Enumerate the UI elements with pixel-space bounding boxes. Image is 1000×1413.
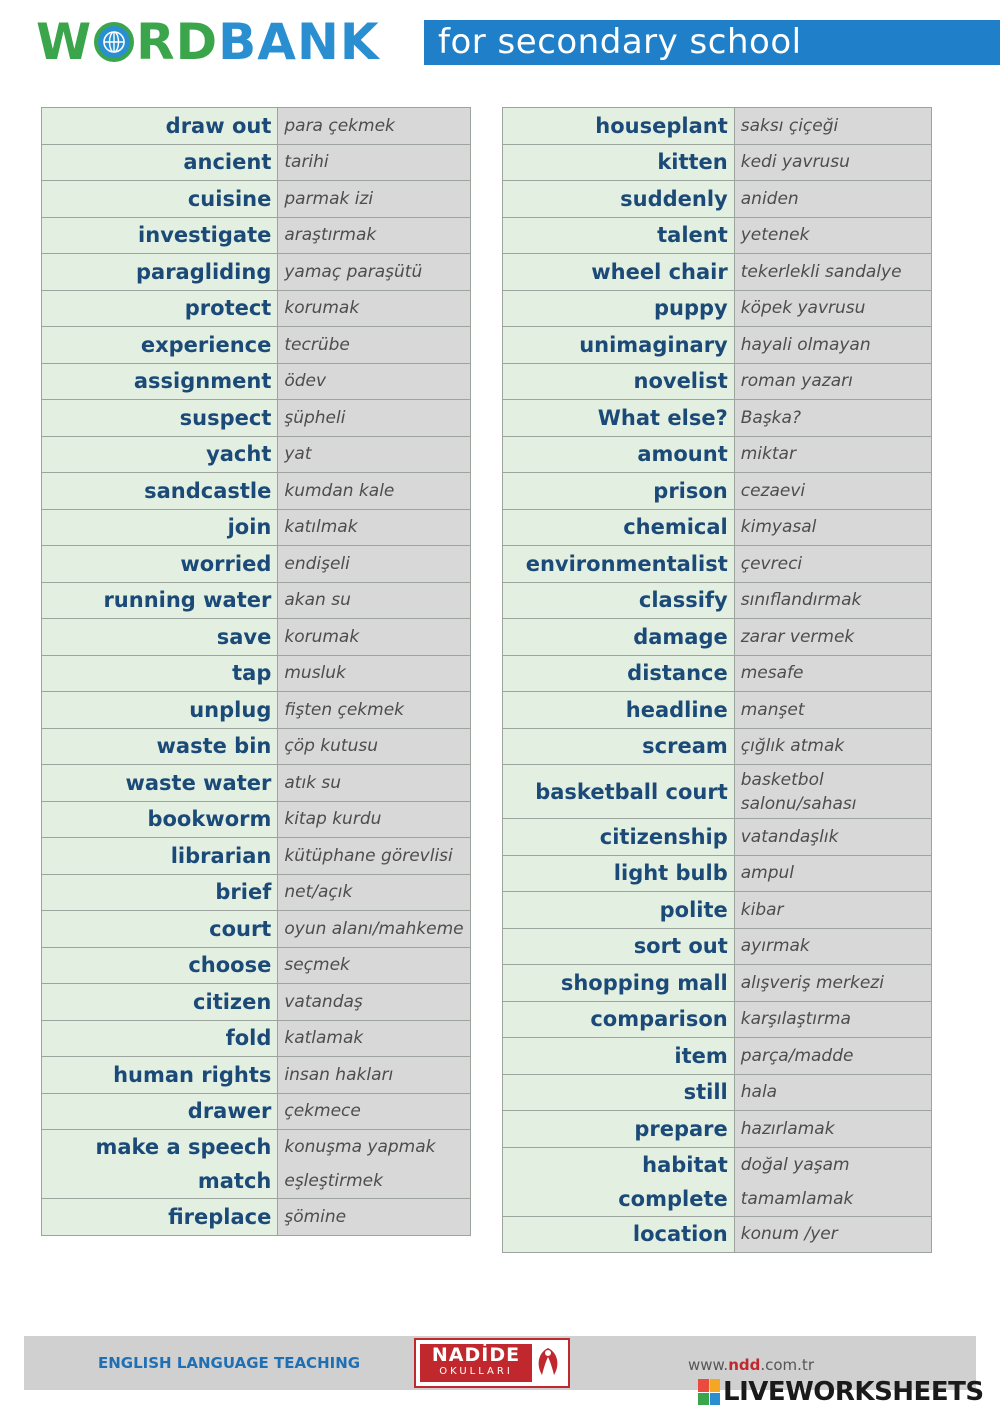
turkish-translation: musluk bbox=[278, 655, 471, 692]
english-term: polite bbox=[503, 892, 735, 929]
logo-text-bank: BANK bbox=[218, 13, 380, 71]
table-row bbox=[42, 1057, 471, 1094]
wordbank-logo bbox=[36, 14, 380, 70]
table-row bbox=[42, 728, 471, 765]
turkish-translation: ayırmak bbox=[734, 928, 931, 965]
turkish-translation: tekerlekli sandalye bbox=[734, 254, 931, 291]
table-row bbox=[42, 874, 471, 911]
english-term: suddenly bbox=[503, 181, 735, 218]
english-term: headline bbox=[503, 692, 735, 729]
table-row bbox=[503, 546, 932, 583]
table-row bbox=[42, 838, 471, 875]
table-row bbox=[503, 655, 932, 692]
english-term: prepare bbox=[503, 1111, 735, 1148]
turkish-translation: kibar bbox=[734, 892, 931, 929]
english-term: tap bbox=[42, 655, 278, 692]
turkish-translation: miktar bbox=[734, 436, 931, 473]
table-row bbox=[503, 436, 932, 473]
turkish-translation: seçmek bbox=[278, 947, 471, 984]
table-row bbox=[503, 108, 932, 145]
turkish-translation: kitap kurdu bbox=[278, 801, 471, 838]
english-term: running water bbox=[42, 582, 278, 619]
table-row bbox=[42, 254, 471, 291]
turkish-translation: korumak bbox=[278, 619, 471, 656]
turkish-translation: katılmak bbox=[278, 509, 471, 546]
english-term: distance bbox=[503, 655, 735, 692]
table-row bbox=[503, 765, 932, 819]
turkish-translation: kütüphane görevlisi bbox=[278, 838, 471, 875]
english-term: item bbox=[503, 1038, 735, 1075]
turkish-translation: çöp kutusu bbox=[278, 728, 471, 765]
english-term: chemical bbox=[503, 509, 735, 546]
table-row bbox=[503, 728, 932, 765]
turkish-translation: konuşma yapmak eşleştirmek bbox=[278, 1130, 471, 1199]
table-row bbox=[42, 1130, 471, 1199]
english-term: sort out bbox=[503, 928, 735, 965]
table-row bbox=[42, 509, 471, 546]
table-row bbox=[503, 1001, 932, 1038]
table-row bbox=[42, 546, 471, 583]
table-row bbox=[42, 436, 471, 473]
table-row bbox=[503, 855, 932, 892]
table-row bbox=[503, 144, 932, 181]
english-term: cuisine bbox=[42, 181, 278, 218]
table-row bbox=[42, 801, 471, 838]
table-row bbox=[42, 984, 471, 1021]
english-term: habitat complete bbox=[503, 1147, 735, 1216]
turkish-translation: yetenek bbox=[734, 217, 931, 254]
table-row bbox=[503, 327, 932, 364]
table-row bbox=[503, 473, 932, 510]
turkish-translation: şömine bbox=[278, 1199, 471, 1236]
turkish-translation: parça/madde bbox=[734, 1038, 931, 1075]
english-term: drawer bbox=[42, 1093, 278, 1130]
english-term: location bbox=[503, 1216, 735, 1253]
english-term: environmentalist bbox=[503, 546, 735, 583]
turkish-translation: roman yazarı bbox=[734, 363, 931, 400]
turkish-translation: endişeli bbox=[278, 546, 471, 583]
table-row bbox=[503, 892, 932, 929]
turkish-translation: aniden bbox=[734, 181, 931, 218]
english-term: investigate bbox=[42, 217, 278, 254]
english-term: bookworm bbox=[42, 801, 278, 838]
english-term: amount bbox=[503, 436, 735, 473]
english-term: court bbox=[42, 911, 278, 948]
vocab-table-right bbox=[502, 107, 932, 1253]
english-term: paragliding bbox=[42, 254, 278, 291]
english-term: yacht bbox=[42, 436, 278, 473]
turkish-translation: oyun alanı/mahkeme bbox=[278, 911, 471, 948]
turkish-translation: insan hakları bbox=[278, 1057, 471, 1094]
table-row bbox=[42, 655, 471, 692]
english-term: prison bbox=[503, 473, 735, 510]
table-row bbox=[503, 928, 932, 965]
turkish-translation: fişten çekmek bbox=[278, 692, 471, 729]
english-term: kitten bbox=[503, 144, 735, 181]
table-row bbox=[42, 290, 471, 327]
turkish-translation: köpek yavrusu bbox=[734, 290, 931, 327]
table-row bbox=[503, 1111, 932, 1148]
nadide-emblem-icon bbox=[532, 1345, 564, 1381]
turkish-translation: kumdan kale bbox=[278, 473, 471, 510]
table-row bbox=[503, 1074, 932, 1111]
turkish-translation: konum /yer bbox=[734, 1216, 931, 1253]
turkish-translation: tarihi bbox=[278, 144, 471, 181]
globe-icon bbox=[94, 22, 134, 62]
liveworksheets-watermark bbox=[698, 1377, 984, 1407]
table-row bbox=[42, 765, 471, 802]
english-term: citizenship bbox=[503, 819, 735, 856]
turkish-translation: hayali olmayan bbox=[734, 327, 931, 364]
liveworksheets-text: LIVEWORKSHEETS bbox=[723, 1377, 984, 1407]
turkish-translation: vatandaş bbox=[278, 984, 471, 1021]
english-term: save bbox=[42, 619, 278, 656]
turkish-translation: ampul bbox=[734, 855, 931, 892]
nadide-subbrand: OKULLARI bbox=[439, 1366, 513, 1377]
turkish-translation: yamaç paraşütü bbox=[278, 254, 471, 291]
table-row bbox=[42, 692, 471, 729]
english-term: novelist bbox=[503, 363, 735, 400]
english-term: suspect bbox=[42, 400, 278, 437]
turkish-translation: mesafe bbox=[734, 655, 931, 692]
turkish-translation: alışveriş merkezi bbox=[734, 965, 931, 1002]
turkish-translation: şüpheli bbox=[278, 400, 471, 437]
english-term: protect bbox=[42, 290, 278, 327]
turkish-translation: hazırlamak bbox=[734, 1111, 931, 1148]
english-term: scream bbox=[503, 728, 735, 765]
liveworksheets-icon bbox=[698, 1379, 720, 1405]
table-row bbox=[42, 1093, 471, 1130]
english-term: classify bbox=[503, 582, 735, 619]
turkish-translation: cezaevi bbox=[734, 473, 931, 510]
turkish-translation: araştırmak bbox=[278, 217, 471, 254]
turkish-translation: akan su bbox=[278, 582, 471, 619]
table-row bbox=[42, 144, 471, 181]
turkish-translation: katlamak bbox=[278, 1020, 471, 1057]
turkish-translation: ödev bbox=[278, 363, 471, 400]
table-row bbox=[503, 509, 932, 546]
table-row bbox=[503, 965, 932, 1002]
turkish-translation: zarar vermek bbox=[734, 619, 931, 656]
english-term: brief bbox=[42, 874, 278, 911]
turkish-translation: basketbol salonu/sahası bbox=[734, 765, 931, 819]
english-term: waste bin bbox=[42, 728, 278, 765]
english-term: wheel chair bbox=[503, 254, 735, 291]
table-row bbox=[42, 1199, 471, 1236]
table-row bbox=[503, 619, 932, 656]
turkish-translation: sınıflandırmak bbox=[734, 582, 931, 619]
table-row bbox=[503, 181, 932, 218]
turkish-translation: parmak izi bbox=[278, 181, 471, 218]
header bbox=[0, 0, 1000, 80]
table-row bbox=[503, 819, 932, 856]
table-row bbox=[503, 217, 932, 254]
table-row bbox=[42, 619, 471, 656]
table-row bbox=[503, 400, 932, 437]
table-row bbox=[42, 947, 471, 984]
website-url[interactable]: www.ndd.com.tr bbox=[688, 1356, 814, 1374]
english-term: human rights bbox=[42, 1057, 278, 1094]
english-term: waste water bbox=[42, 765, 278, 802]
turkish-translation: vatandaşlık bbox=[734, 819, 931, 856]
table-row bbox=[42, 582, 471, 619]
turkish-translation: hala bbox=[734, 1074, 931, 1111]
table-row bbox=[503, 363, 932, 400]
english-term: ancient bbox=[42, 144, 278, 181]
table-row bbox=[42, 327, 471, 364]
table-row bbox=[503, 1216, 932, 1253]
turkish-translation: doğal yaşam tamamlamak bbox=[734, 1147, 931, 1216]
english-term: damage bbox=[503, 619, 735, 656]
table-row bbox=[503, 692, 932, 729]
turkish-translation: atık su bbox=[278, 765, 471, 802]
table-row bbox=[42, 911, 471, 948]
table-row bbox=[42, 108, 471, 145]
turkish-translation: net/açık bbox=[278, 874, 471, 911]
english-term: sandcastle bbox=[42, 473, 278, 510]
english-term: light bulb bbox=[503, 855, 735, 892]
nadide-logo bbox=[414, 1338, 570, 1388]
english-term: join bbox=[42, 509, 278, 546]
turkish-translation: Başka? bbox=[734, 400, 931, 437]
turkish-translation: karşılaştırma bbox=[734, 1001, 931, 1038]
english-term: fireplace bbox=[42, 1199, 278, 1236]
vocab-table-left bbox=[41, 107, 471, 1236]
english-term: talent bbox=[503, 217, 735, 254]
english-term: choose bbox=[42, 947, 278, 984]
turkish-translation: çekmece bbox=[278, 1093, 471, 1130]
table-row bbox=[42, 363, 471, 400]
table-row bbox=[42, 1020, 471, 1057]
english-term: basketball court bbox=[503, 765, 735, 819]
english-term: draw out bbox=[42, 108, 278, 145]
table-row bbox=[42, 181, 471, 218]
table-row bbox=[503, 1038, 932, 1075]
english-term: citizen bbox=[42, 984, 278, 1021]
turkish-translation: para çekmek bbox=[278, 108, 471, 145]
table-row bbox=[42, 400, 471, 437]
english-term: unimaginary bbox=[503, 327, 735, 364]
english-term: What else? bbox=[503, 400, 735, 437]
table-row bbox=[503, 254, 932, 291]
turkish-translation: saksı çiçeği bbox=[734, 108, 931, 145]
turkish-translation: kedi yavrusu bbox=[734, 144, 931, 181]
nadide-brand: NADİDE bbox=[431, 1344, 521, 1366]
turkish-translation: çevreci bbox=[734, 546, 931, 583]
turkish-translation: kimyasal bbox=[734, 509, 931, 546]
english-term: unplug bbox=[42, 692, 278, 729]
subtitle-band: for secondary school bbox=[424, 20, 1000, 65]
turkish-translation: korumak bbox=[278, 290, 471, 327]
english-term: fold bbox=[42, 1020, 278, 1057]
english-term: puppy bbox=[503, 290, 735, 327]
table-row bbox=[503, 582, 932, 619]
turkish-translation: manşet bbox=[734, 692, 931, 729]
english-term: experience bbox=[42, 327, 278, 364]
elt-label: ENGLISH LANGUAGE TEACHING bbox=[98, 1354, 361, 1372]
english-term: librarian bbox=[42, 838, 278, 875]
turkish-translation: yat bbox=[278, 436, 471, 473]
table-row bbox=[503, 1147, 932, 1216]
turkish-translation: tecrübe bbox=[278, 327, 471, 364]
english-term: assignment bbox=[42, 363, 278, 400]
english-term: make a speech match bbox=[42, 1130, 278, 1199]
english-term: houseplant bbox=[503, 108, 735, 145]
english-term: still bbox=[503, 1074, 735, 1111]
english-term: worried bbox=[42, 546, 278, 583]
turkish-translation: çığlık atmak bbox=[734, 728, 931, 765]
english-term: comparison bbox=[503, 1001, 735, 1038]
table-row bbox=[42, 473, 471, 510]
logo-text-w: W bbox=[36, 13, 93, 71]
logo-text-rd: RD bbox=[136, 13, 219, 71]
english-term: shopping mall bbox=[503, 965, 735, 1002]
table-row bbox=[42, 217, 471, 254]
table-row bbox=[503, 290, 932, 327]
